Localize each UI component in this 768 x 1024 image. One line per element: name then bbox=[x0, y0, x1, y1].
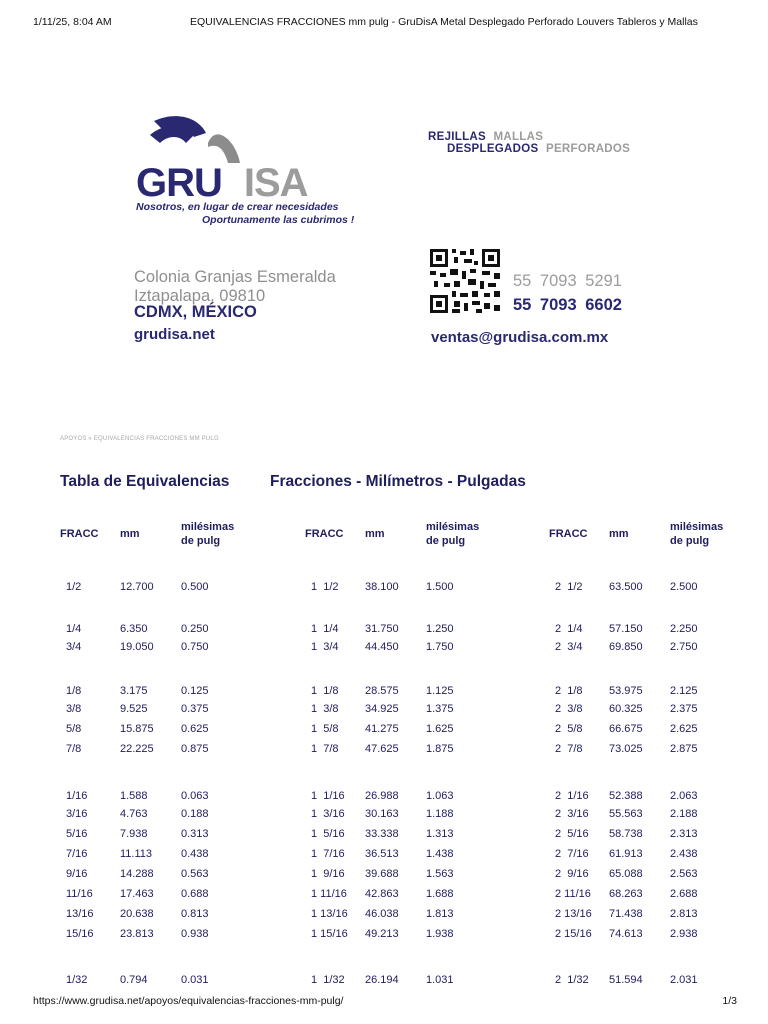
fraction-cell: 7/8 bbox=[66, 743, 82, 755]
mm-cell: 1.588 bbox=[120, 790, 148, 802]
fraction-cell: 1 3/4 bbox=[311, 641, 339, 653]
slogan-line1: Nosotros, en lugar de crear necesidades bbox=[136, 201, 339, 213]
mm-cell: 36.513 bbox=[365, 848, 399, 860]
inch-cell: 2.813 bbox=[670, 908, 698, 920]
mm-cell: 17.463 bbox=[120, 888, 154, 900]
category-perforados: PERFORADOS bbox=[545, 143, 631, 155]
fraction-cell: 2 5/16 bbox=[555, 828, 589, 840]
mm-cell: 20.638 bbox=[120, 908, 154, 920]
table-header bbox=[60, 518, 290, 552]
mm-cell: 0.794 bbox=[120, 974, 148, 986]
fraction-cell: 1 7/8 bbox=[311, 743, 339, 755]
page-subheading: Fracciones - Milímetros - Pulgadas bbox=[270, 473, 526, 490]
mm-cell: 38.100 bbox=[365, 581, 399, 593]
fraction-cell: 2 7/16 bbox=[555, 848, 589, 860]
category-rejillas: REJILLAS bbox=[428, 131, 486, 143]
inch-cell: 2.875 bbox=[670, 743, 698, 755]
inch-cell: 1.438 bbox=[426, 848, 454, 860]
mm-cell: 15.875 bbox=[120, 723, 154, 735]
inch-cell: 0.813 bbox=[181, 908, 209, 920]
print-page-title: EQUIVALENCIAS FRACCIONES mm pulg - GruDisA Metal Desplegado Perforado Louvers Tableros y Mallas bbox=[190, 16, 698, 28]
fraction-cell: 2 15/16 bbox=[555, 928, 592, 940]
mm-cell: 12.700 bbox=[120, 581, 154, 593]
fraction-cell: 2 1/16 bbox=[555, 790, 589, 802]
fraction-cell: 1 11/16 bbox=[311, 888, 347, 900]
inch-cell: 1.313 bbox=[426, 828, 454, 840]
inch-cell: 2.688 bbox=[670, 888, 698, 900]
inch-cell: 0.938 bbox=[181, 928, 209, 940]
fraction-cell: 5/8 bbox=[66, 723, 82, 735]
mm-cell: 28.575 bbox=[365, 685, 399, 697]
category-desplegados: DESPLEGADOS bbox=[447, 143, 539, 155]
mm-cell: 65.088 bbox=[609, 868, 643, 880]
website-text: grudisa.net bbox=[134, 326, 215, 343]
inch-cell: 1.625 bbox=[426, 723, 454, 735]
fraction-cell: 1/32 bbox=[66, 974, 88, 986]
inch-cell: 1.938 bbox=[426, 928, 454, 940]
header-fracc: FRACC bbox=[305, 528, 344, 540]
inch-cell: 0.188 bbox=[181, 808, 209, 820]
fraction-cell: 1 7/16 bbox=[311, 848, 345, 860]
mm-cell: 74.613 bbox=[609, 928, 643, 940]
inch-cell: 0.125 bbox=[181, 685, 209, 697]
mm-cell: 60.325 bbox=[609, 703, 643, 715]
fraction-cell: 1/8 bbox=[66, 685, 82, 697]
fraction-cell: 1 9/16 bbox=[311, 868, 345, 880]
inch-cell: 1.188 bbox=[426, 808, 454, 820]
inch-cell: 2.750 bbox=[670, 641, 698, 653]
fraction-cell: 9/16 bbox=[66, 868, 88, 880]
fraction-cell: 2 9/16 bbox=[555, 868, 589, 880]
inch-cell: 1.875 bbox=[426, 743, 454, 755]
table-column-1 bbox=[305, 518, 535, 986]
mm-cell: 69.850 bbox=[609, 641, 643, 653]
inch-cell: 2.625 bbox=[670, 723, 698, 735]
breadcrumb bbox=[60, 436, 219, 442]
fraction-cell: 2 1/32 bbox=[555, 974, 589, 986]
fraction-cell: 1 1/4 bbox=[311, 623, 339, 635]
address-line1: Colonia Granjas Esmeralda bbox=[134, 268, 336, 286]
fraction-cell: 1 1/8 bbox=[311, 685, 339, 697]
fraction-cell: 1/2 bbox=[66, 581, 82, 593]
header-fracc: FRACC bbox=[60, 528, 99, 540]
phone-number-2: 55 7093 6602 bbox=[513, 296, 622, 314]
inch-cell: 0.250 bbox=[181, 623, 209, 635]
inch-cell: 2.250 bbox=[670, 623, 698, 635]
logo-text-isa: ISA bbox=[243, 161, 308, 205]
mm-cell: 42.863 bbox=[365, 888, 399, 900]
mm-cell: 30.163 bbox=[365, 808, 399, 820]
mm-cell: 66.675 bbox=[609, 723, 643, 735]
inch-cell: 2.188 bbox=[670, 808, 698, 820]
inch-cell: 1.250 bbox=[426, 623, 454, 635]
fraction-cell: 13/16 bbox=[66, 908, 94, 920]
mm-cell: 6.350 bbox=[120, 623, 148, 635]
logo-text-gru: GRU bbox=[136, 161, 222, 205]
mm-cell: 51.594 bbox=[609, 974, 643, 986]
inch-cell: 1.688 bbox=[426, 888, 454, 900]
mm-cell: 55.563 bbox=[609, 808, 643, 820]
header-mm: mm bbox=[365, 528, 385, 540]
fraction-cell: 2 1/8 bbox=[555, 685, 583, 697]
inch-cell: 0.625 bbox=[181, 723, 209, 735]
fraction-cell: 3/8 bbox=[66, 703, 82, 715]
mm-cell: 33.338 bbox=[365, 828, 399, 840]
logo-wordmark bbox=[136, 163, 308, 203]
mm-cell: 26.194 bbox=[365, 974, 399, 986]
address-line2: Iztapalapa, 09810 bbox=[134, 287, 266, 305]
inch-cell: 1.063 bbox=[426, 790, 454, 802]
inch-cell: 0.375 bbox=[181, 703, 209, 715]
category-line1 bbox=[428, 131, 543, 143]
mm-cell: 71.438 bbox=[609, 908, 643, 920]
print-footer bbox=[0, 995, 768, 1009]
inch-cell: 0.031 bbox=[181, 974, 209, 986]
inch-cell: 0.563 bbox=[181, 868, 209, 880]
fraction-cell: 2 3/8 bbox=[555, 703, 583, 715]
inch-cell: 0.688 bbox=[181, 888, 209, 900]
table-column-0 bbox=[60, 518, 290, 986]
slogan-line2: Oportunamente las cubrimos ! bbox=[202, 214, 355, 226]
mm-cell: 11.113 bbox=[120, 848, 153, 860]
mm-cell: 3.175 bbox=[120, 685, 148, 697]
fraction-cell: 2 5/8 bbox=[555, 723, 583, 735]
inch-cell: 1.750 bbox=[426, 641, 454, 653]
fraction-cell: 2 1/4 bbox=[555, 623, 583, 635]
header-mm: mm bbox=[609, 528, 629, 540]
fraction-cell: 1 5/8 bbox=[311, 723, 339, 735]
header-milesimas: milésimas de pulg bbox=[670, 521, 724, 547]
inch-cell: 2.375 bbox=[670, 703, 698, 715]
print-date: 1/11/25, 8:04 AM bbox=[33, 16, 112, 28]
print-header bbox=[0, 16, 768, 30]
table-column-2 bbox=[549, 518, 768, 986]
mm-cell: 34.925 bbox=[365, 703, 399, 715]
fraction-cell: 2 7/8 bbox=[555, 743, 583, 755]
mm-cell: 61.913 bbox=[609, 848, 643, 860]
fraction-cell: 1 1/16 bbox=[311, 790, 345, 802]
fraction-cell: 5/16 bbox=[66, 828, 88, 840]
fraction-cell: 1 3/8 bbox=[311, 703, 339, 715]
mm-cell: 9.525 bbox=[120, 703, 148, 715]
inch-cell: 1.500 bbox=[426, 581, 454, 593]
phone-number-1: 55 7093 5291 bbox=[513, 272, 622, 290]
fraction-cell: 1 5/16 bbox=[311, 828, 345, 840]
fraction-cell: 1/4 bbox=[66, 623, 82, 635]
inch-cell: 2.563 bbox=[670, 868, 698, 880]
grudisa-logo bbox=[136, 113, 346, 203]
header-mm: mm bbox=[120, 528, 140, 540]
breadcrumb-current: EQUIVALENCIAS FRACCIONES MM PULG bbox=[93, 436, 219, 442]
inch-cell: 0.875 bbox=[181, 743, 209, 755]
fraction-cell: 1 13/16 bbox=[311, 908, 348, 920]
inch-cell: 2.500 bbox=[670, 581, 698, 593]
qr-code-icon bbox=[430, 249, 500, 313]
inch-cell: 1.563 bbox=[426, 868, 454, 880]
breadcrumb-separator: » bbox=[88, 436, 92, 442]
mm-cell: 22.225 bbox=[120, 743, 154, 755]
mm-cell: 19.050 bbox=[120, 641, 154, 653]
fraction-cell: 1 1/32 bbox=[311, 974, 345, 986]
mm-cell: 47.625 bbox=[365, 743, 399, 755]
inch-cell: 2.938 bbox=[670, 928, 698, 940]
inch-cell: 0.313 bbox=[181, 828, 209, 840]
inch-cell: 0.750 bbox=[181, 641, 209, 653]
inch-cell: 2.031 bbox=[670, 974, 698, 986]
inch-cell: 0.063 bbox=[181, 790, 209, 802]
mm-cell: 14.288 bbox=[120, 868, 154, 880]
mm-cell: 68.263 bbox=[609, 888, 643, 900]
mm-cell: 46.038 bbox=[365, 908, 399, 920]
print-url: https://www.grudisa.net/apoyos/equivalencias-fracciones-mm-pulg/ bbox=[33, 995, 344, 1007]
fraction-cell: 11/16 bbox=[66, 888, 93, 900]
address-line3: CDMX, MÉXICO bbox=[134, 303, 257, 321]
mm-cell: 52.388 bbox=[609, 790, 643, 802]
mm-cell: 7.938 bbox=[120, 828, 148, 840]
inch-cell: 1.375 bbox=[426, 703, 454, 715]
page-heading: Tabla de Equivalencias bbox=[60, 473, 230, 490]
category-line2 bbox=[447, 143, 630, 155]
mm-cell: 41.275 bbox=[365, 723, 399, 735]
fraction-cell: 1 3/16 bbox=[311, 808, 345, 820]
mm-cell: 49.213 bbox=[365, 928, 399, 940]
mm-cell: 26.988 bbox=[365, 790, 399, 802]
fraction-cell: 2 3/16 bbox=[555, 808, 589, 820]
inch-cell: 1.125 bbox=[426, 685, 454, 697]
mm-cell: 57.150 bbox=[609, 623, 643, 635]
table-header bbox=[549, 518, 768, 552]
inch-cell: 2.063 bbox=[670, 790, 698, 802]
mm-cell: 53.975 bbox=[609, 685, 643, 697]
header-milesimas: milésimas de pulg bbox=[426, 521, 480, 547]
inch-cell: 1.031 bbox=[426, 974, 454, 986]
email-address: ventas@grudisa.com.mx bbox=[431, 329, 609, 346]
fraction-cell: 2 3/4 bbox=[555, 641, 583, 653]
inch-cell: 1.813 bbox=[426, 908, 454, 920]
category-mallas: MALLAS bbox=[493, 131, 544, 143]
fraction-cell: 1 1/2 bbox=[311, 581, 339, 593]
inch-cell: 2.313 bbox=[670, 828, 698, 840]
inch-cell: 0.500 bbox=[181, 581, 209, 593]
fraction-cell: 2 13/16 bbox=[555, 908, 592, 920]
print-page-number: 1/3 bbox=[722, 995, 737, 1007]
mm-cell: 44.450 bbox=[365, 641, 399, 653]
header-milesimas: milésimas de pulg bbox=[181, 521, 235, 547]
mm-cell: 58.738 bbox=[609, 828, 643, 840]
mm-cell: 73.025 bbox=[609, 743, 643, 755]
fraction-cell: 15/16 bbox=[66, 928, 94, 940]
mm-cell: 63.500 bbox=[609, 581, 643, 593]
header-fracc: FRACC bbox=[549, 528, 588, 540]
mm-cell: 39.688 bbox=[365, 868, 399, 880]
inch-cell: 2.125 bbox=[670, 685, 698, 697]
fraction-cell: 2 11/16 bbox=[555, 888, 591, 900]
inch-cell: 2.438 bbox=[670, 848, 698, 860]
fraction-cell: 7/16 bbox=[66, 848, 88, 860]
fraction-cell: 1/16 bbox=[66, 790, 88, 802]
mm-cell: 23.813 bbox=[120, 928, 154, 940]
fraction-cell: 3/16 bbox=[66, 808, 88, 820]
fraction-cell: 2 1/2 bbox=[555, 581, 583, 593]
breadcrumb-home-link[interactable]: APOYOS bbox=[60, 436, 87, 442]
fraction-cell: 3/4 bbox=[66, 641, 82, 653]
mm-cell: 31.750 bbox=[365, 623, 399, 635]
table-header bbox=[305, 518, 535, 552]
mm-cell: 4.763 bbox=[120, 808, 148, 820]
inch-cell: 0.438 bbox=[181, 848, 209, 860]
fraction-cell: 1 15/16 bbox=[311, 928, 348, 940]
